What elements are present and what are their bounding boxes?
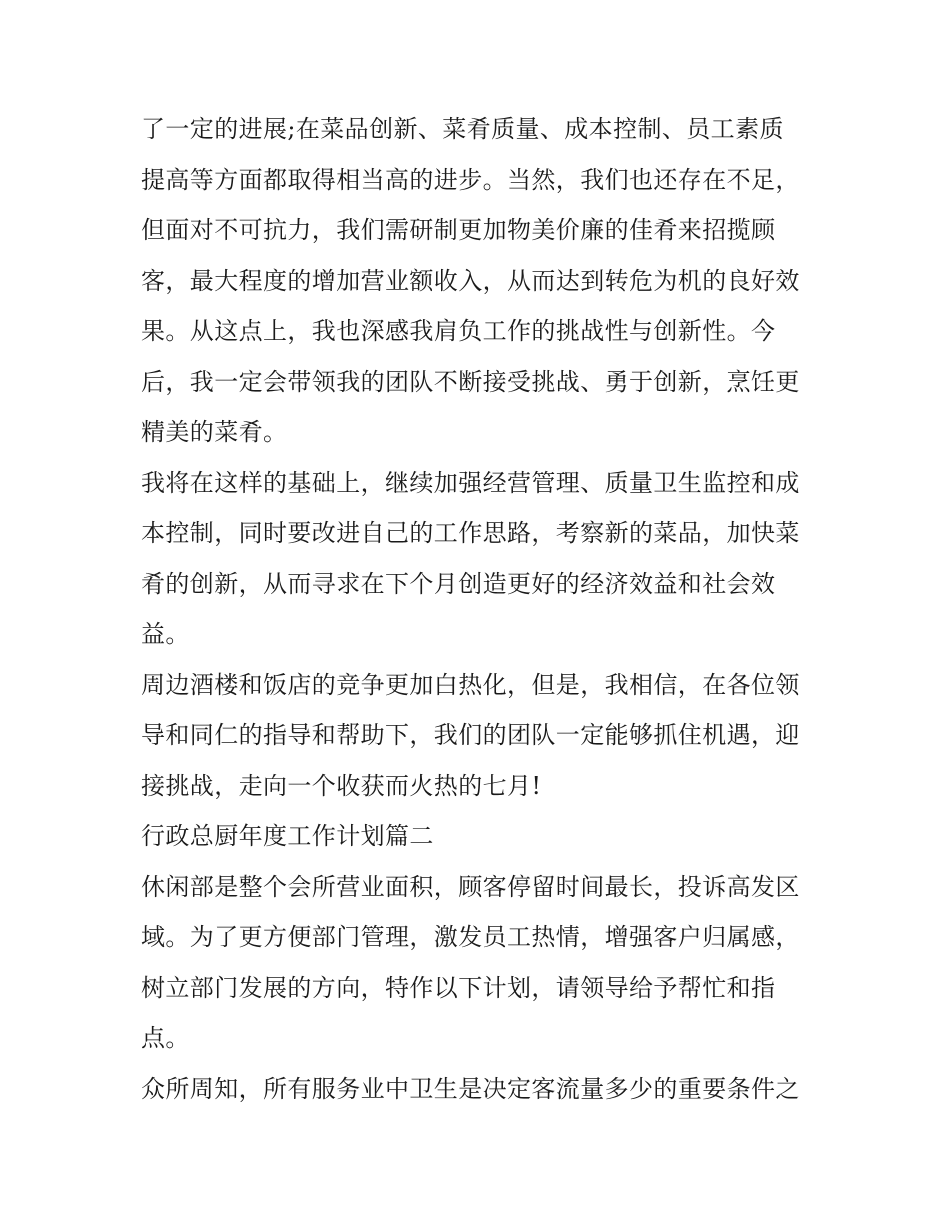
text-line: 周边酒楼和饭店的竞争更加白热化，但是，我相信，在各位领	[141, 670, 800, 699]
text-line: 休闲部是整个会所营业面积，顾客停留时间最长，投诉高发区	[141, 872, 800, 901]
text-line: 精美的菜肴。	[141, 418, 288, 446]
text-line: 树立部门发展的方向，特作以下计划，请领导给予帮忙和指	[141, 973, 776, 1002]
text-line: 导和同仁的指导和帮助下，我们的团队一定能够抓住机遇，迎	[141, 721, 800, 749]
text-line: 接挑战，走向一个收获而火热的七月!	[141, 771, 542, 800]
text-line: 客，最大程度的增加营业额收入，从而达到转危为机的良好效	[141, 266, 800, 295]
text-line: 提高等方面都取得相当高的进步。当然，我们也还存在不足，	[141, 165, 800, 194]
section-heading: 行政总厨年度工作计划篇二	[141, 822, 434, 850]
text-line: 本控制，同时要改进自己的工作思路，考察新的菜品，加快菜	[141, 519, 800, 547]
text-line: 点。	[141, 1024, 190, 1052]
text-line: 域。为了更方便部门管理，激发员工热情，增强客户归属感，	[141, 923, 800, 951]
document-body	[141, 104, 821, 1114]
text-line: 众所周知，所有服务业中卫生是决定客流量多少的重要条件之	[141, 1074, 800, 1103]
text-line: 我将在这样的基础上，继续加强经营管理、质量卫生监控和成	[141, 468, 800, 497]
text-line: 了一定的进展;在菜品创新、菜肴质量、成本控制、员工素质	[141, 115, 784, 143]
text-line: 但面对不可抗力，我们需研制更加物美价廉的佳肴来招揽顾	[141, 216, 776, 244]
text-line: 肴的创新，从而寻求在下个月创造更好的经济效益和社会效	[141, 569, 776, 598]
text-line: 益。	[141, 620, 190, 648]
text-line: 后，我一定会带领我的团队不断接受挑战、勇于创新，烹饪更	[141, 367, 800, 396]
text-line: 果。从这点上，我也深感我肩负工作的挑战性与创新性。今	[141, 317, 776, 345]
